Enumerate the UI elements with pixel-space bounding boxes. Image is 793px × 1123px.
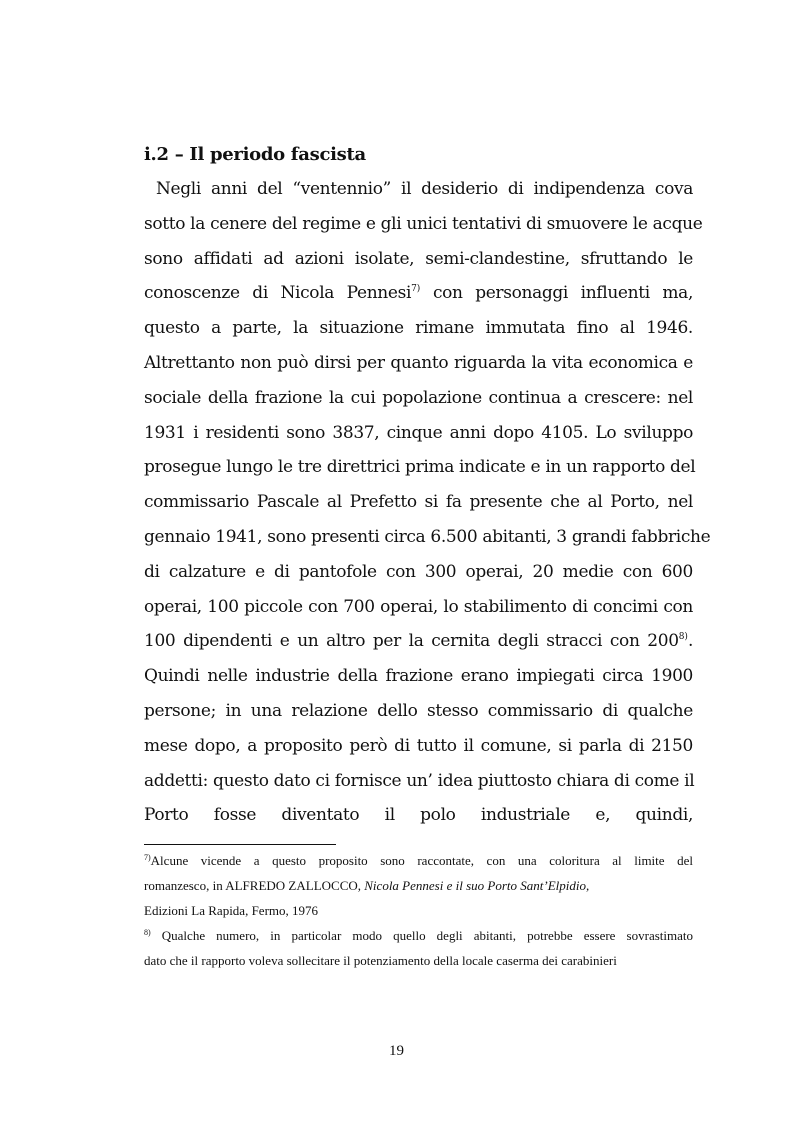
body-line: Negli anni del “ventennio” il desiderio di indipendenza cova — [156, 179, 693, 199]
body-line: addetti: questo dato ci fornisce un’ idea piuttosto chiara di come il — [144, 770, 695, 791]
footnote-7-marker: 7) — [144, 853, 151, 862]
footnote-separator — [144, 844, 336, 845]
footnote-ref-8: 8) — [678, 632, 688, 643]
body-line: di calzature e di pantofole con 300 operai, 20 medie con 600 — [144, 561, 693, 582]
body-line — [144, 624, 693, 659]
body-line-part: con personaggi influenti ma, — [432, 283, 694, 304]
section-heading: i.2 – Il periodo fascista — [144, 144, 366, 165]
body-line: sociale della frazione la cui popolazione continua a crescere: nel — [144, 387, 693, 408]
body-line-part: conoscenze di Nicola Pennesi — [144, 283, 412, 304]
body-text — [144, 172, 711, 833]
footnote-7-title: Nicola Pennesi e il suo Porto Sant’Elpidio, — [364, 878, 590, 893]
body-line: 1931 i residenti sono 3837, cinque anni dopo 4105. Lo sviluppo — [144, 422, 693, 443]
footnote-8-text: Qualche numero, in particolar modo quello degli abitanti, potrebbe essere sovrastimato — [150, 928, 693, 943]
footnote-8-line — [144, 923, 693, 948]
body-line: Quindi nelle industrie della frazione erano impiegati circa 1900 — [144, 666, 693, 687]
body-line-part: 100 dipendenti e un altro per la cernita degli stracci con 200 — [144, 631, 679, 652]
body-line — [144, 276, 693, 311]
footnote-7-text: romanzesco, in ALFREDO ZALLOCCO, — [144, 878, 365, 893]
footnote-8-line: dato che il rapporto voleva sollecitare il potenziamento della locale caserma dei carabinieri — [144, 953, 617, 968]
body-line: commissario Pascale al Prefetto si fa presente che al Porto, nel — [144, 492, 693, 513]
body-line-part: . — [687, 631, 693, 652]
body-line: gennaio 1941, sono presenti circa 6.500 abitanti, 3 grandi fabbriche — [144, 526, 711, 547]
body-line: mese dopo, a proposito però di tutto il comune, si parla di 2150 — [144, 735, 693, 756]
footnote-7-line — [144, 848, 693, 873]
footnote-7-text: Alcune vicende a questo proposito sono raccontate, con una coloritura al limite del — [150, 853, 693, 868]
footnote-ref-7: 7) — [411, 284, 421, 295]
body-line: Porto fosse diventato il polo industriale e, quindi, — [144, 805, 693, 826]
body-line: sotto la cenere del regime e gli unici tentativi di smuovere le acque — [144, 213, 703, 234]
page-number: 19 — [389, 1043, 404, 1059]
body-line: sono affidati ad azioni isolate, semi-clandestine, sfruttando le — [144, 248, 693, 269]
body-line: operai, 100 piccole con 700 operai, lo stabilimento di concimi con — [144, 596, 693, 617]
body-line: prosegue lungo le tre direttrici prima indicate e in un rapporto del — [144, 457, 696, 478]
body-line: questo a parte, la situazione rimane immutata fino al 1946. — [144, 318, 693, 339]
body-line: persone; in una relazione dello stesso commissario di qualche — [144, 700, 693, 721]
footnote-7-line: Edizioni La Rapida, Fermo, 1976 — [144, 903, 319, 918]
footnote-7-line — [144, 873, 693, 898]
footnote-8-marker: 8) — [144, 928, 151, 937]
footnotes — [144, 848, 693, 973]
body-line: Altrettanto non può dirsi per quanto riguarda la vita economica e — [144, 352, 693, 373]
